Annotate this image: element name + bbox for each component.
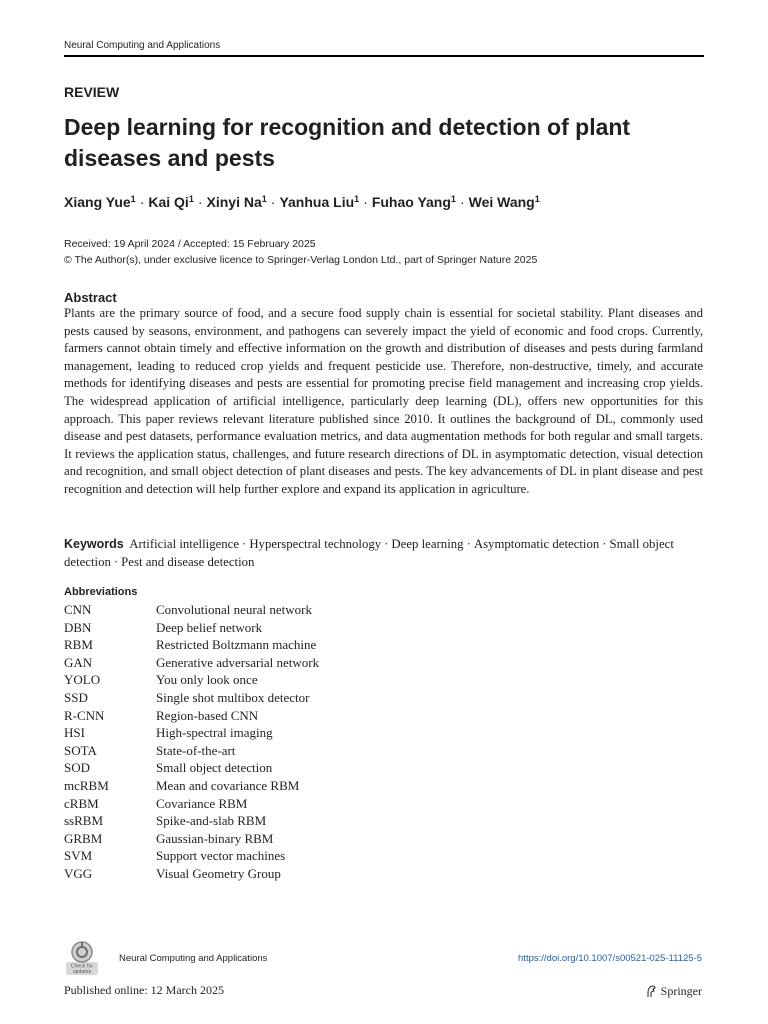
author-separator: · [197,194,203,210]
abbreviation-definition: Support vector machines [156,848,286,864]
abbreviation-row [64,654,319,672]
author-affiliation: 1 [261,194,267,204]
abbreviation-row [64,601,319,619]
abbreviation-definition: Gaussian-binary RBM [156,830,274,846]
abbreviation-term: R-CNN [64,707,105,723]
author-affiliation: 1 [130,194,136,204]
author-separator: · [363,194,368,210]
keyword-separator: · [113,555,119,569]
abbreviation-definition: High-spectral imaging [156,725,273,741]
abbreviation-definition: Covariance RBM [156,795,248,811]
abbreviation-row [64,812,319,830]
abbreviation-row [64,689,319,707]
author-name[interactable]: Wei Wang [468,194,535,210]
abbreviation-definition: Deep belief network [156,619,263,635]
keyword: Small object detection [64,537,674,569]
keyword: Deep learning [391,537,464,551]
abbreviation-term: SSD [64,689,88,705]
keyword: Pest and disease detection [121,555,255,569]
abbreviation-row [64,671,319,689]
abbreviation-term: DBN [64,619,92,635]
author-name[interactable]: Xiang Yue [64,194,131,210]
abbreviation-row [64,830,319,848]
author-name[interactable]: Yanhua Liu [279,194,355,210]
author-affiliation: 1 [450,194,456,204]
abstract-heading: Abstract [64,290,117,305]
keyword-separator: · [384,537,389,551]
abbreviation-term: SVM [64,848,93,864]
abbreviations-heading: Abbreviations [64,586,138,598]
received-accepted-dates: Received: 19 April 2024 / Accepted: 15 February 2025 [64,238,316,250]
abbreviation-definition: State-of-the-art [156,742,236,758]
abbreviation-definition: Single shot multibox detector [156,689,310,705]
author-separator: · [139,194,145,210]
footer-journal: Neural Computing and Applications [119,953,268,964]
abbreviation-definition: Generative adversarial network [156,654,320,670]
abbreviation-term: GAN [64,654,93,670]
publisher-name: Springer [660,984,702,998]
keyword-separator: · [466,537,471,551]
published-online: Published online: 12 March 2025 [64,983,224,997]
article-dates [64,236,537,268]
abbreviation-term: VGG [64,865,93,881]
author-affiliation: 1 [188,194,194,204]
doi-link[interactable]: https://doi.org/10.1007/s00521-025-11125-5 [518,953,702,964]
abbreviation-term: YOLO [64,672,101,688]
abbreviation-row [64,777,319,795]
abbreviation-definition: Restricted Boltzmann machine [156,637,317,653]
keyword: Asymptomatic detection [473,537,600,551]
abbreviation-row [64,742,319,760]
check-for-updates-badge[interactable] [64,940,100,976]
copyright-line: © The Author(s), under exclusive licence to Springer-Verlag London Ltd., part of Springer Nature 2025 [64,254,538,266]
abbreviation-row [64,759,319,777]
keywords-label: Keywords [64,537,124,551]
abbreviation-term: RBM [64,637,93,653]
keyword-separator: · [242,537,247,551]
article-type-label: REVIEW [64,84,120,100]
abbreviation-definition: Visual Geometry Group [156,865,281,881]
abbreviation-term: mcRBM [64,777,109,793]
abbreviation-row [64,636,319,654]
author-affiliation: 1 [534,194,540,204]
abbreviations-list [64,601,319,883]
abbreviation-row [64,847,319,865]
author-separator: · [459,194,465,210]
author-separator: · [270,194,276,210]
keyword: Artificial intelligence [129,537,240,551]
abbreviation-definition: Convolutional neural network [156,602,312,617]
header-rule [64,55,704,57]
abbreviation-definition: Small object detection [156,760,273,776]
author-name[interactable]: Fuhao Yang [371,194,451,210]
author-list [64,194,540,210]
article-title: Deep learning for recognition and detection of plant diseases and pests [64,114,631,171]
abbreviation-term: GRBM [64,830,103,846]
abbreviation-term: cRBM [64,795,99,811]
abstract-text: Plants are the primary source of food, and a secure food supply chain is essential for societal stability. Plant diseases and pests caused by seasons, environment, and pathogens can severely impact the yield of economic and food crops. Currently, farmers cannot obtain timely and effective information on the growth and distribution of diseases and pests during farmland management, leading to reduced crop yields and frequent pesticide use. Therefore, non-destructive, timely, and accurate methods for identifying diseases and pests are essential for promoting precise field management and increasing crop yields. The widespread application of artificial intelligence, particularly deep learning (DL), offers new opportunities for this approach. This paper reviews relevant literature published since 2010. It outlines the background of DL, commonly used disease and pest datasets, performance evaluation metrics, and data augmentation methods for both regular and small targets. It reviews the application status, challenges, and future research directions of DL in asymptomatic detection, visual detection and recognition, and small object detection of plant diseases and pests. The key advancements of DL in plant disease and pest recognition and detection will help further explore and expand its application in agriculture. [64,306,703,496]
abbreviation-row [64,619,319,637]
abbreviation-row [64,707,319,725]
abbreviation-row [64,865,319,883]
running-head-journal: Neural Computing and Applications [64,40,221,51]
publisher-logo [645,984,702,999]
abbreviation-term: SOD [64,760,91,776]
abbreviation-term: ssRBM [64,813,104,829]
abbreviation-term: HSI [64,725,85,741]
abbreviation-definition: Region-based CNN [156,707,259,723]
keywords-block [64,535,704,571]
abbreviation-definition: Mean and covariance RBM [156,777,300,793]
keyword-separator: · [602,537,607,551]
abbreviation-definition: Spike-and-slab RBM [156,813,267,829]
svg-text:updates: updates [72,969,92,975]
abbreviation-definition: You only look once [156,672,258,688]
author-name[interactable]: Kai Qi [148,194,189,210]
check-badge-text: Check for [70,963,94,970]
author-affiliation: 1 [354,194,360,204]
abbreviation-term: CNN [64,602,92,617]
keyword: Hyperspectral technology [249,537,382,551]
abbreviation-row [64,724,319,742]
author-name[interactable]: Xinyi Na [206,194,262,210]
springer-horse-icon [645,985,657,998]
abbreviation-term: SOTA [64,742,97,758]
check-for-updates-icon [64,940,100,976]
abbreviation-row [64,795,319,813]
